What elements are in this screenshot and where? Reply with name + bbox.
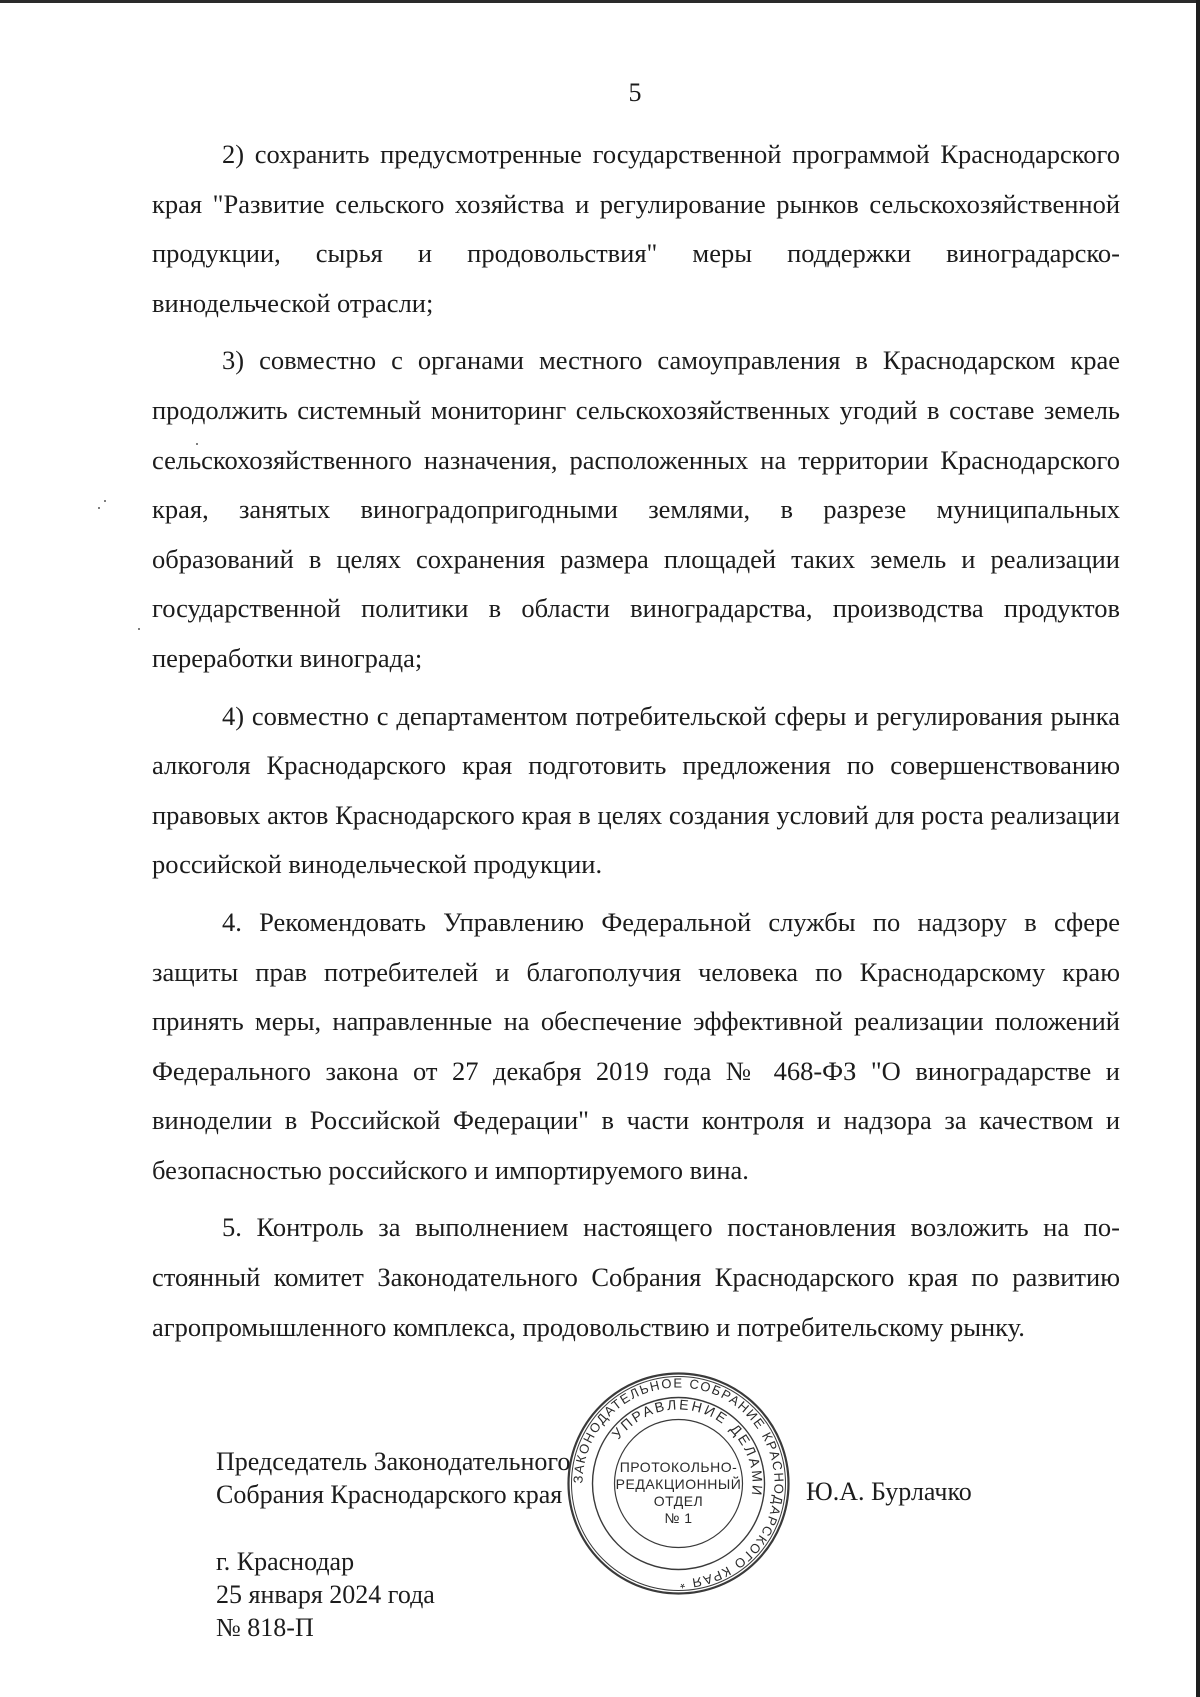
document-number: № 818-П (216, 1613, 314, 1642)
stamp-center-line-1: ПРОТОКОЛЬНО- (619, 1459, 738, 1475)
scan-edge-top (0, 0, 1200, 3)
paragraph-item-3: 3) совместно с органами местного самоуправления в Краснодарском крае продолжить системный мониторинг сельскохозяйственных угодий в составе земель сельскохозяйственного назначения, расположенных на территории Краснодарского края, занятых виноградопригодными землями, в разрезе муниципальных образований в целях сохранения размера площадей таких земель и реализации государственной политики в области виноградарства, производства продуктов переработки винограда; (152, 345, 1120, 673)
scan-speck (196, 443, 198, 445)
paragraph-clause-4: 4. Рекомендовать Управлению Федеральной службы по надзору в сфере защиты прав потребителей и благополучия человека по Краснодарскому краю принять меры, направленные на обеспечение эффективной реализации положений Федерального закона от 27 декабря 2019 года № 468-ФЗ "О виноградарстве и виноделии в Российской Федерации" в части контроля и надзора за качеством и безопасностью российского и импортируемого вина. (152, 906, 1120, 1185)
document-date: 25 января 2024 года (216, 1580, 435, 1609)
stamp-center-text (566, 1459, 791, 1527)
document-body (152, 130, 1120, 1360)
signatory-name: Ю.А. Бурлачко (806, 1477, 972, 1506)
paragraph-item-2: 2) сохранить предусмотренные государственной программой Краснодарского края "Развитие сельского хозяйства и регулирование рынков сельскохозяйственной продукции, сырья и продовольствия" меры поддержки виноградарско-винодельческой отрасли; (152, 139, 1120, 318)
scan-speck (104, 500, 106, 502)
paragraph-clause-5: 5. Контроль за выполнением настоящего постановления возложить на постоянный комитет Законодательного Собрания Краснодарского края по развитию агропромышленного комплекса, продовольствию и потребительскому рынку. (152, 1212, 1120, 1342)
scan-edge-right (1196, 0, 1200, 1697)
paragraph-item-4: 4) совместно с департаментом потребительской сферы и регулирования рынка алкоголя Краснодарского края подготовить предложения по совершенствованию правовых актов Краснодарского края в целях создания условий для роста реализации российской винодельческой продукции. (152, 700, 1120, 880)
signatory-title-line-1: Председатель Законодательного (216, 1447, 571, 1476)
stamp-center-line-2: РЕДАКЦИОННЫЙ (615, 1476, 742, 1492)
stamp-inner-ring-text: УПРАВЛЕНИЕ ДЕЛАМИ (608, 1396, 766, 1499)
signatory-title-line-2: Собрания Краснодарского края (216, 1480, 563, 1509)
stamp-center-line-4: № 1 (664, 1510, 693, 1526)
scan-speck (98, 507, 100, 509)
signature-block (216, 1445, 570, 1511)
scan-speck (138, 628, 140, 630)
place-date-block (216, 1545, 435, 1644)
city: г. Краснодар (216, 1547, 355, 1576)
official-stamp (566, 1371, 791, 1596)
page-number: 5 (628, 78, 642, 107)
stamp-outer-ring-text: ЗАКОНОДАТЕЛЬНОЕ СОБРАНИЕ КРАСНОДАРСКОГО КРАЯ * (570, 1375, 787, 1592)
stamp-center-line-3: ОТДЕЛ (653, 1493, 704, 1509)
